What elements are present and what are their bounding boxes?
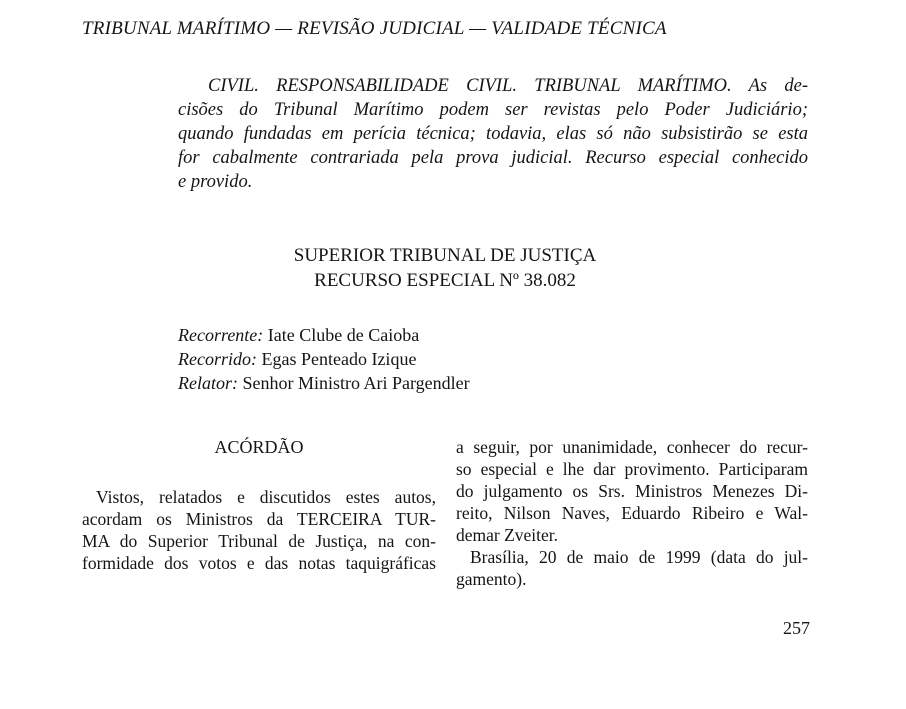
party-recorrente: [178, 323, 778, 347]
body-line: formidade dos votos e das notas taquigráficas: [82, 553, 436, 573]
party-label: Recorrido:: [178, 349, 257, 369]
running-header: TRIBUNAL MARÍTIMO — REVISÃO JUDICIAL — VALIDADE TÉCNICA: [82, 18, 667, 39]
party-label: Relator:: [178, 373, 238, 393]
party-value: Egas Penteado Izique: [261, 349, 417, 369]
case-number: RECURSO ESPECIAL Nº 38.082: [314, 270, 576, 291]
ementa-summary: [178, 74, 808, 194]
party-recorrido: [178, 347, 778, 371]
ementa-line: for cabalmente contrariada pela prova judicial. Recurso especial conhecido: [178, 148, 808, 168]
parties-list: [178, 323, 778, 395]
party-value: Senhor Ministro Ari Pargendler: [242, 373, 470, 393]
body-line: do julgamento os Srs. Ministros Menezes Di-: [456, 481, 808, 501]
acordao-left-column: [82, 436, 436, 574]
body-line: a seguir, por unanimidade, conhecer do recur-: [456, 437, 808, 457]
body-line: so especial e lhe dar provimento. Participaram: [456, 459, 808, 479]
court-heading: [260, 243, 630, 293]
court-name: SUPERIOR TRIBUNAL DE JUSTIÇA: [293, 245, 597, 266]
ementa-line: cisões do Tribunal Marítimo podem ser revistas pelo Poder Judiciário;: [178, 100, 808, 120]
party-relator: [178, 371, 778, 395]
body-line: reito, Nilson Naves, Eduardo Ribeiro e Wal-: [456, 503, 808, 523]
party-value: Iate Clube de Caioba: [267, 325, 420, 345]
body-line: Vistos, relatados e discutidos estes autos,: [96, 487, 436, 507]
body-line: demar Zveiter.: [456, 525, 559, 545]
date-line: Brasília, 20 de maio de 1999 (data do jul-: [470, 547, 808, 567]
body-line: acordam os Ministros da TERCEIRA TUR-: [82, 509, 436, 529]
acordao-right-column: [456, 436, 808, 590]
acordao-heading: ACÓRDÃO: [214, 437, 304, 457]
date-line: gamento).: [456, 569, 527, 589]
party-label: Recorrente:: [178, 325, 264, 345]
ementa-line: quando fundadas em perícia técnica; todavia, elas só não subsistirão se esta: [178, 124, 808, 144]
page-number: 257: [783, 618, 810, 638]
body-line: MA do Superior Tribunal de Justiça, na con-: [82, 531, 436, 551]
ementa-line: e provido.: [178, 172, 253, 192]
ementa-line: CIVIL. RESPONSABILIDADE CIVIL. TRIBUNAL MARÍTIMO. As de-: [208, 76, 808, 96]
